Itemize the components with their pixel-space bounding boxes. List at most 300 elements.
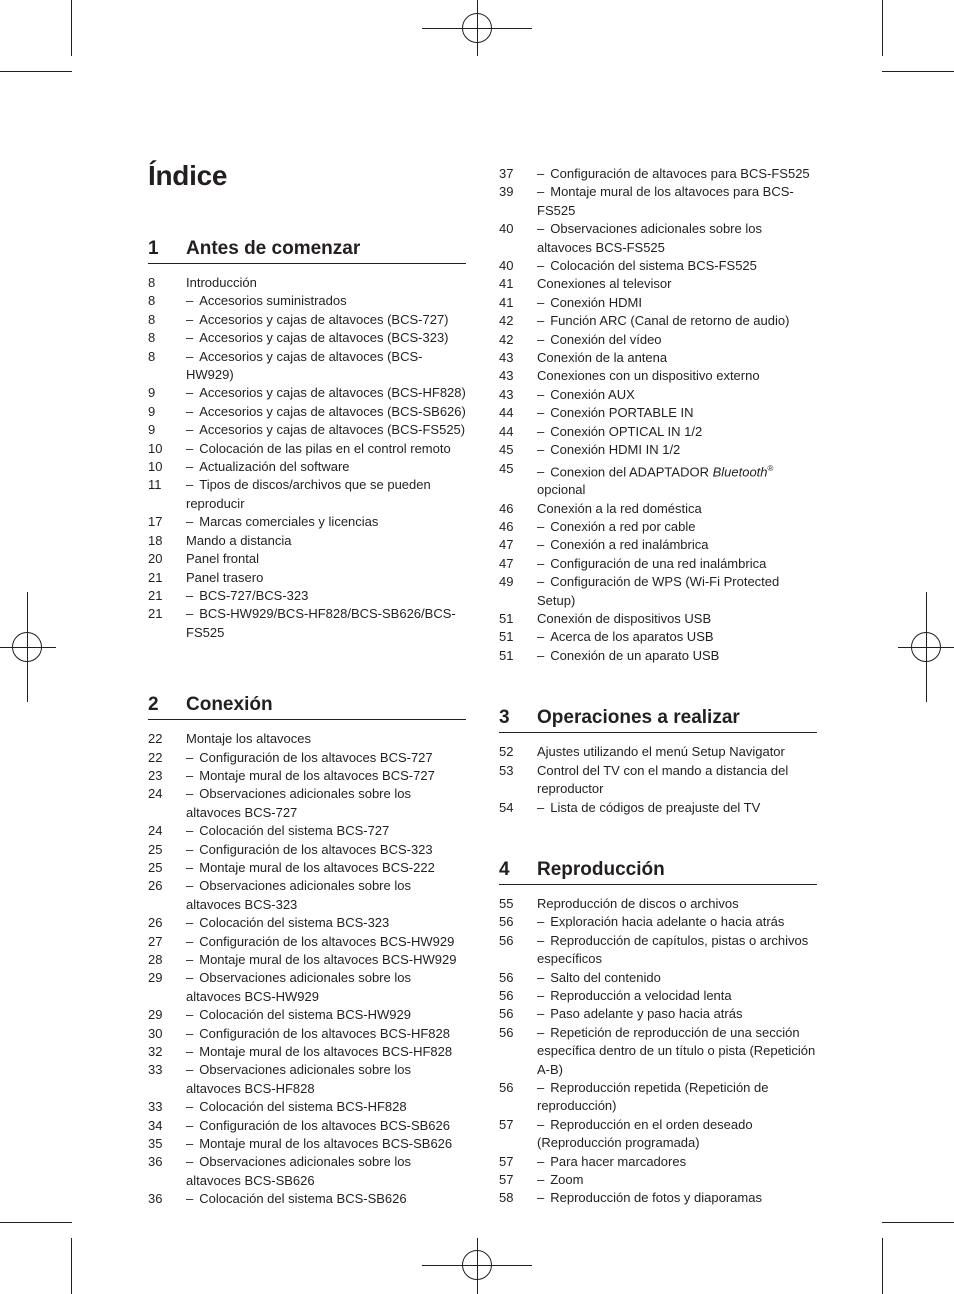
toc-entry-label: Exploración hacia adelante o hacia atrás	[550, 914, 785, 930]
toc-entry[interactable]	[148, 311, 466, 329]
toc-entry-text	[537, 743, 817, 761]
toc-entry-dash: –	[186, 440, 194, 456]
toc-column-right	[499, 165, 817, 1230]
toc-entry-text	[186, 476, 466, 513]
toc-entry-page: 33	[148, 1062, 163, 1078]
toc-entry-text	[537, 294, 817, 312]
toc-entry[interactable]	[148, 841, 466, 859]
section-title: Operaciones a realizar	[537, 707, 740, 729]
toc-entry[interactable]	[499, 895, 817, 913]
toc-entry-text	[537, 987, 817, 1005]
toc-entry-label: Paso adelante y paso hacia atrás	[550, 1006, 743, 1022]
toc-entry-page: 20	[148, 551, 163, 567]
toc-entry-dash: –	[186, 823, 194, 839]
toc-entry-dash: –	[186, 1044, 194, 1060]
toc-entry-text	[186, 569, 466, 587]
toc-entry-page: 27	[148, 933, 163, 949]
toc-entry-dash: –	[186, 1025, 194, 1041]
toc-entry-label: Colocación de las pilas en el control remoto	[199, 440, 451, 456]
page-title: Índice	[148, 160, 228, 191]
toc-entry[interactable]	[499, 555, 817, 573]
toc-entry[interactable]	[148, 550, 466, 568]
toc-entry-page: 11	[148, 477, 162, 493]
toc-entry-text	[537, 312, 817, 330]
toc-entry[interactable]	[148, 476, 466, 513]
toc-entry-label: Montaje mural de los altavoces BCS-HF828	[199, 1044, 453, 1060]
toc-entry-page: 40	[499, 221, 514, 237]
toc-entry-text	[186, 785, 466, 822]
toc-entry-dash: –	[537, 1079, 545, 1095]
toc-entry[interactable]	[148, 440, 466, 458]
toc-entry-page: 47	[499, 555, 514, 571]
toc-entry-label: Conexión HDMI	[550, 294, 642, 310]
toc-entry[interactable]	[499, 799, 817, 817]
toc-entry-text	[186, 730, 466, 748]
toc-entry-page: 42	[499, 313, 514, 329]
toc-entry-page: 56	[499, 914, 514, 930]
toc-entry-label: Panel trasero	[186, 569, 264, 585]
toc-entry-label: Montaje mural de los altavoces BCS-SB626	[199, 1136, 453, 1152]
toc-entry-dash: –	[537, 405, 545, 421]
toc-entry-page: 18	[148, 532, 163, 548]
toc-entry-dash: –	[537, 1116, 545, 1132]
toc-entry-dash: –	[186, 1117, 194, 1133]
toc-entry-page: 45	[499, 442, 514, 458]
toc-entry-dash: –	[186, 915, 194, 931]
toc-entry-dash: –	[537, 537, 545, 553]
toc-entry[interactable]	[499, 1189, 817, 1207]
toc-entry-dash: –	[537, 184, 545, 200]
toc-entry[interactable]	[148, 951, 466, 969]
toc-entry-text	[537, 536, 817, 554]
toc-entry-label: Colocación del sistema BCS-FS525	[550, 258, 757, 274]
toc-entry[interactable]	[499, 312, 817, 330]
toc-entry-text	[186, 1025, 466, 1043]
toc-entry-label: Introducción	[186, 275, 257, 290]
toc-entry-page: 22	[148, 749, 163, 765]
toc-entry[interactable]	[499, 294, 817, 312]
toc-entry-text	[186, 384, 466, 402]
toc-entry-label: Colocación del sistema BCS-727	[199, 823, 390, 839]
toc-entry[interactable]	[499, 932, 817, 969]
toc-entry-page: 56	[499, 1006, 514, 1022]
toc-entry[interactable]	[499, 257, 817, 275]
toc-entry-label: Montaje mural de los altavoces BCS-HW929	[199, 952, 457, 967]
toc-entry-label: Conexion del ADAPTADOR	[550, 463, 713, 479]
toc-entry[interactable]	[148, 914, 466, 932]
toc-entry-label: Actualización del software	[199, 459, 350, 475]
toc-entry[interactable]	[148, 877, 466, 914]
toc-entry-page: 44	[499, 405, 514, 421]
toc-entry-page: 43	[499, 350, 514, 366]
toc-entry-dash: –	[537, 331, 545, 347]
toc-entry-page: 53	[499, 762, 514, 778]
toc-entry[interactable]	[148, 859, 466, 877]
toc-entry[interactable]	[499, 536, 817, 554]
toc-entry-text	[537, 500, 817, 518]
toc-entry-label: Marcas comerciales y licencias	[199, 514, 379, 530]
toc-entry-text	[537, 647, 817, 665]
toc-entry-dash: –	[537, 313, 545, 329]
toc-entry-page: 52	[499, 744, 514, 760]
toc-entry-text	[186, 329, 466, 347]
toc-entry-label: Configuración de una red inalámbrica	[550, 555, 767, 571]
toc-entry[interactable]	[499, 220, 817, 257]
toc-entry-page: 49	[499, 574, 514, 590]
toc-entry-page: 21	[148, 606, 163, 622]
toc-entry-dash: –	[186, 403, 194, 419]
toc-entry-page: 57	[499, 1116, 514, 1132]
toc-entry-text	[537, 423, 817, 441]
toc-entry-label: Observaciones adicionales sobre los altavoces BCS-FS525	[537, 221, 762, 255]
toc-section-conexion-continued	[499, 165, 817, 665]
toc-entry[interactable]	[148, 822, 466, 840]
toc-entry[interactable]	[148, 730, 466, 748]
toc-entry-text	[537, 441, 817, 459]
toc-entry-page: 10	[148, 440, 163, 456]
toc-entry-page: 32	[148, 1044, 163, 1060]
toc-entry[interactable]	[148, 532, 466, 550]
toc-entry-label: Configuración de los altavoces BCS-323	[199, 841, 433, 857]
toc-entry[interactable]	[499, 331, 817, 349]
toc-entry[interactable]	[499, 743, 817, 761]
toc-entry-label: Ajustes utilizando el menú Setup Navigator	[537, 744, 785, 760]
toc-entry[interactable]	[148, 785, 466, 822]
toc-entry-dash: –	[537, 386, 545, 402]
toc-entry-dash: –	[186, 293, 194, 309]
toc-entry-dash: –	[186, 1136, 194, 1152]
toc-entry-page: 35	[148, 1136, 163, 1152]
toc-entry-page: 36	[148, 1191, 163, 1207]
toc-entry[interactable]	[499, 913, 817, 931]
toc-entry-dash: –	[537, 519, 545, 535]
toc-entry-label: Colocación del sistema BCS-HF828	[199, 1099, 407, 1115]
toc-entry-dash: –	[537, 1006, 545, 1022]
toc-entry-page: 8	[148, 348, 156, 364]
toc-entry-dash: –	[537, 294, 545, 310]
toc-entry[interactable]	[499, 460, 817, 500]
toc-entry[interactable]	[148, 605, 466, 642]
toc-entry-text	[186, 292, 466, 310]
toc-entry-dash: –	[186, 477, 194, 493]
toc-entry-page: 33	[148, 1099, 163, 1115]
toc-entry-page: 8	[148, 275, 156, 290]
toc-entry[interactable]	[499, 386, 817, 404]
toc-entry-dash: –	[186, 933, 194, 949]
toc-entry[interactable]	[148, 458, 466, 476]
toc-entry-text	[186, 605, 466, 642]
toc-entry-page: 29	[148, 970, 163, 986]
toc-entry-dash: –	[537, 987, 545, 1003]
toc-entry-label: Reproducción en el orden deseado (Reproducción programada)	[537, 1116, 753, 1151]
toc-entry-dash: –	[186, 514, 194, 530]
toc-entry-text	[186, 1061, 466, 1098]
toc-entry-page: 56	[499, 987, 514, 1003]
toc-entry-label: BCS-HW929/BCS-HF828/BCS-SB626/BCS-FS525	[186, 606, 456, 640]
toc-entry[interactable]	[499, 1116, 817, 1153]
toc-entry-text	[537, 1153, 817, 1171]
toc-entry-text	[186, 421, 466, 439]
toc-entry-dash: –	[537, 1153, 545, 1169]
toc-entry-label: Conexión PORTABLE IN	[550, 405, 694, 421]
toc-entry-label: Colocación del sistema BCS-323	[199, 915, 390, 931]
toc-entry-label: Accesorios y cajas de altavoces (BCS-323)	[199, 330, 449, 346]
toc-entry[interactable]	[148, 767, 466, 785]
toc-entry[interactable]	[499, 987, 817, 1005]
toc-entry-text	[537, 331, 817, 349]
toc-entry[interactable]	[148, 403, 466, 421]
toc-entry[interactable]	[499, 518, 817, 536]
section-number: 3	[499, 707, 510, 729]
toc-entry-label-continued: opcional	[537, 482, 586, 498]
toc-section-operaciones	[499, 707, 817, 817]
toc-entry[interactable]	[499, 647, 817, 665]
toc-entry-text	[186, 951, 466, 969]
toc-entry[interactable]	[499, 275, 817, 293]
toc-entry[interactable]	[499, 1153, 817, 1171]
toc-entry-page: 30	[148, 1025, 163, 1041]
toc-entry-label: Conexión de la antena	[537, 350, 668, 366]
toc-entry[interactable]	[499, 423, 817, 441]
toc-entry-label: Montaje mural de los altavoces para BCS-FS525	[537, 184, 794, 218]
toc-entry[interactable]	[148, 384, 466, 402]
toc-entry-text	[186, 1190, 466, 1208]
toc-entry-label: Configuración de WPS (Wi-Fi Protected Setup)	[537, 574, 780, 608]
toc-entry[interactable]	[148, 1190, 466, 1208]
toc-entry-dash: –	[537, 969, 545, 985]
toc-entry-list	[499, 895, 817, 1208]
toc-entry-text	[537, 460, 817, 500]
section-heading	[499, 859, 817, 885]
toc-entry-page: 57	[499, 1153, 514, 1169]
section-number: 4	[499, 858, 510, 880]
toc-entry-label: Reproducción repetida (Repetición de reproducción)	[537, 1079, 769, 1114]
toc-entry-text	[537, 257, 817, 275]
toc-entry[interactable]	[148, 1098, 466, 1116]
toc-entry-label: Conexión de dispositivos USB	[537, 611, 712, 627]
toc-entry-label: Accesorios y cajas de altavoces (BCS-FS525)	[199, 422, 466, 438]
toc-entry-dash: –	[537, 221, 545, 237]
toc-entry-text	[537, 895, 817, 913]
toc-entry[interactable]	[148, 1061, 466, 1098]
toc-entry[interactable]	[148, 513, 466, 531]
toc-entry-label: Montaje mural de los altavoces BCS-727	[199, 767, 435, 783]
toc-entry[interactable]	[499, 762, 817, 799]
toc-entry-dash: –	[186, 348, 194, 364]
toc-section-conexion	[148, 694, 466, 1209]
section-title: Antes de comenzar	[186, 238, 361, 259]
toc-entry-page: 22	[148, 731, 163, 747]
toc-entry-label: Configuración de los altavoces BCS-HW929	[199, 933, 455, 949]
toc-entry[interactable]	[499, 610, 817, 628]
toc-entry-label: Para hacer marcadores	[550, 1153, 687, 1169]
toc-entry[interactable]	[148, 1025, 466, 1043]
toc-entry[interactable]	[499, 183, 817, 220]
toc-entry-label: Reproducción de fotos y diaporamas	[550, 1190, 762, 1206]
toc-entry-dash: –	[537, 574, 545, 590]
toc-entry-dash: –	[186, 385, 194, 401]
section-number: 1	[148, 238, 159, 259]
toc-entry-page: 41	[499, 294, 514, 310]
toc-entry-label: Colocación del sistema BCS-HW929	[199, 1007, 411, 1023]
toc-entry[interactable]	[148, 749, 466, 767]
toc-entry-dash: –	[537, 647, 545, 663]
toc-entry-text	[186, 458, 466, 476]
toc-entry[interactable]	[148, 1043, 466, 1061]
toc-entry[interactable]	[499, 404, 817, 422]
toc-entry-page: 8	[148, 330, 156, 346]
toc-entry-text	[186, 969, 466, 1006]
toc-entry-text	[186, 822, 466, 840]
toc-section-antes-de-comenzar	[148, 238, 466, 642]
toc-entry[interactable]	[148, 274, 466, 292]
toc-entry-page: 43	[499, 368, 514, 384]
toc-entry-text	[537, 555, 817, 573]
toc-entry[interactable]	[148, 1135, 466, 1153]
toc-entry-label: Control del TV con el mando a distancia del reproductor	[537, 762, 789, 797]
toc-entry[interactable]	[499, 1005, 817, 1023]
toc-entry[interactable]	[148, 969, 466, 1006]
toc-entry[interactable]	[499, 628, 817, 646]
toc-entry-text	[186, 749, 466, 767]
toc-entry[interactable]	[499, 441, 817, 459]
toc-entry-page: 8	[148, 293, 156, 309]
toc-entry-text	[537, 1171, 817, 1189]
toc-entry-italic: Bluetooth	[712, 463, 768, 479]
toc-entry-label: Accesorios suministrados	[199, 293, 347, 309]
toc-entry-page: 57	[499, 1172, 514, 1188]
toc-entry-dash: –	[186, 606, 194, 622]
toc-entry-text	[186, 914, 466, 932]
toc-entry[interactable]	[499, 1171, 817, 1189]
toc-entry-dash: –	[186, 749, 194, 765]
toc-entry-text	[537, 1005, 817, 1023]
toc-entry-page: 43	[499, 386, 514, 402]
toc-entry-text	[537, 573, 817, 610]
toc-entry[interactable]	[148, 587, 466, 605]
toc-entry-text	[537, 610, 817, 628]
toc-entry[interactable]	[499, 573, 817, 610]
toc-entry-dash: –	[537, 463, 545, 479]
toc-entry-text	[537, 932, 817, 969]
toc-entry-dash: –	[186, 878, 194, 894]
section-heading	[148, 694, 466, 720]
toc-entry-label: Tipos de discos/archivos que se pueden reproducir	[186, 477, 431, 511]
toc-entry[interactable]	[499, 367, 817, 385]
toc-entry-label: Reproducción de discos o archivos	[537, 895, 739, 911]
toc-entry-dash: –	[537, 166, 545, 181]
toc-entry-text	[186, 841, 466, 859]
toc-entry-text	[537, 1024, 817, 1079]
toc-entry-label: Conexión AUX	[550, 386, 635, 402]
toc-entry-dash: –	[186, 1154, 194, 1170]
toc-entry-page: 44	[499, 423, 514, 439]
toc-entry-page: 21	[148, 569, 163, 585]
toc-entry-text	[537, 762, 817, 799]
toc-entry-page: 24	[148, 823, 163, 839]
toc-entry[interactable]	[499, 969, 817, 987]
toc-entry-dash: –	[537, 1172, 545, 1188]
toc-entry[interactable]	[148, 933, 466, 951]
toc-entry-text	[186, 1006, 466, 1024]
toc-entry[interactable]	[499, 349, 817, 367]
toc-entry-list	[499, 165, 817, 665]
toc-entry-text	[186, 550, 466, 568]
toc-entry[interactable]	[148, 329, 466, 347]
section-heading	[499, 707, 817, 733]
toc-entry-dash: –	[186, 841, 194, 857]
toc-entry-dash: –	[186, 859, 194, 875]
toc-entry-label: Conexión OPTICAL IN 1/2	[550, 423, 703, 439]
toc-entry-page: 25	[148, 859, 163, 875]
toc-entry-dash: –	[537, 914, 545, 930]
toc-entry-label: BCS-727/BCS-323	[199, 587, 309, 603]
toc-entry[interactable]	[148, 1117, 466, 1135]
toc-entry-label: Lista de códigos de preajuste del TV	[550, 799, 761, 815]
toc-entry-text	[537, 386, 817, 404]
toc-entry[interactable]	[499, 500, 817, 518]
toc-entry[interactable]	[148, 1006, 466, 1024]
toc-entry-text	[186, 877, 466, 914]
toc-entry-label: Configuración de los altavoces BCS-SB626	[199, 1117, 450, 1133]
toc-entry-page: 25	[148, 841, 163, 857]
toc-entry[interactable]	[148, 1153, 466, 1190]
toc-entry-label: Repetición de reproducción de una sección específica dentro de un título o pista (Repetición A-B)	[537, 1024, 816, 1077]
toc-entry-dash: –	[186, 311, 194, 327]
toc-entry-text	[537, 275, 817, 293]
toc-entry-page: 42	[499, 331, 514, 347]
toc-entry-dash: –	[186, 970, 194, 986]
toc-entry-text	[186, 274, 466, 292]
toc-entry[interactable]	[148, 421, 466, 439]
toc-entry-text	[537, 404, 817, 422]
toc-entry-page: 10	[148, 459, 163, 475]
toc-entry-text	[537, 969, 817, 987]
toc-entry-page: 23	[148, 767, 163, 783]
toc-entry[interactable]	[148, 292, 466, 310]
toc-entry[interactable]	[499, 1079, 817, 1116]
toc-entry-text	[537, 349, 817, 367]
toc-entry[interactable]	[499, 165, 817, 183]
toc-entry[interactable]	[499, 1024, 817, 1079]
toc-entry-text	[537, 220, 817, 257]
toc-entry-label: Conexiones con un dispositivo externo	[537, 368, 760, 384]
toc-entry-text	[186, 1135, 466, 1153]
toc-entry-dash: –	[537, 555, 545, 571]
toc-entry-page: 51	[499, 647, 514, 663]
section-title: Reproducción	[537, 858, 665, 880]
toc-entry-text	[186, 532, 466, 550]
toc-entry[interactable]	[148, 569, 466, 587]
toc-entry-label: Configuración de los altavoces BCS-727	[199, 749, 433, 765]
toc-entry[interactable]	[148, 348, 466, 385]
toc-entry-page: 58	[499, 1190, 514, 1206]
toc-entry-text	[537, 799, 817, 817]
toc-entry-page: 9	[148, 385, 156, 401]
toc-entry-page: 46	[499, 519, 514, 535]
toc-entry-page: 8	[148, 311, 156, 327]
toc-entry-text	[537, 1079, 817, 1116]
toc-entry-page: 56	[499, 969, 514, 985]
toc-entry-dash: –	[186, 1007, 194, 1023]
toc-entry-page: 41	[499, 276, 514, 292]
toc-entry-page: 46	[499, 500, 514, 516]
toc-entry-dash: –	[186, 952, 194, 967]
toc-entry-text	[537, 183, 817, 220]
toc-entry-label: Accesorios y cajas de altavoces (BCS-HF828)	[199, 385, 466, 401]
toc-entry-label: Panel frontal	[186, 551, 259, 567]
toc-entry-dash: –	[186, 767, 194, 783]
